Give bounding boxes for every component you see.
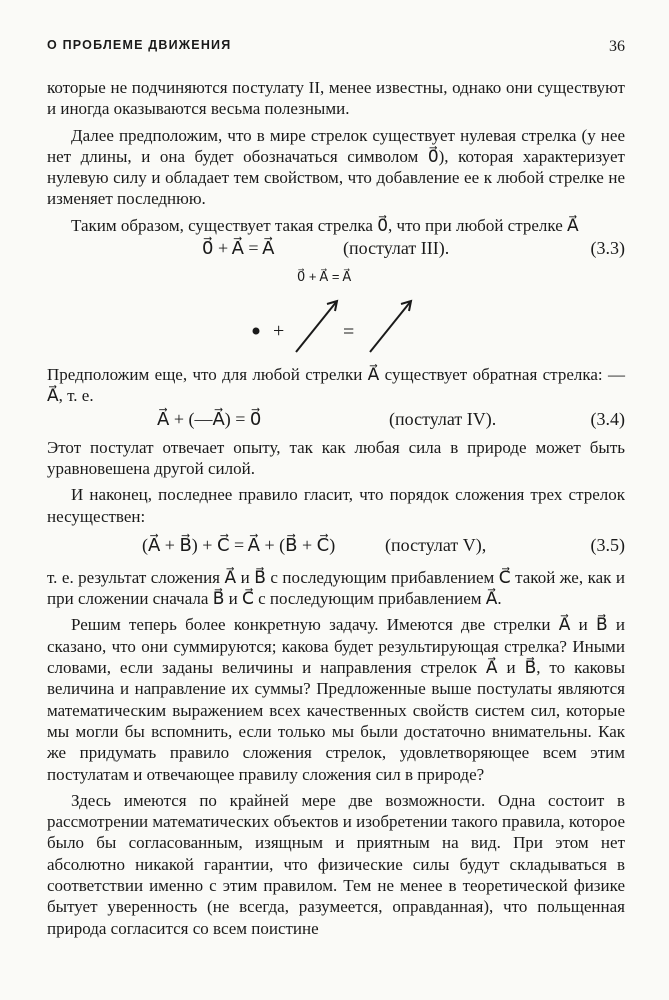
page-number: 36 <box>609 38 625 55</box>
paragraph-5: Этот постулат отвечает опыту, так как любая сила в природе может быть уравновешена другой силой. <box>47 437 625 478</box>
zero-arrow-dot <box>253 328 260 335</box>
paragraph-9: Здесь имеются по крайней мере две возможности. Одна состоит в рассмотрении математических объектов и изобретении такого правила, которое было бы согласованным, изящным и приятным на вид. При этом нет абсолютно никакой гарантии, что физические силы будут складываться в соответствии именно с этим правилом. Тем не менее в теоретической физике бытует уверенность (не всегда, разумеется, оправданная), что польщенная природа согласится со всем поистине <box>47 790 625 938</box>
figure-drawing <box>47 266 625 364</box>
body-text <box>47 77 625 939</box>
zero-arrow-figure <box>47 266 625 364</box>
paragraph-6: И наконец, последнее правило гласит, что порядок сложения трех стрелок несуществен: <box>47 485 625 526</box>
equation-3-3-number: (3.3) <box>590 238 625 259</box>
equation-3-3 <box>47 238 625 264</box>
running-title: О ПРОБЛЕМЕ ДВИЖЕНИЯ <box>47 38 232 52</box>
equation-3-5 <box>47 535 625 561</box>
paragraph-2: Далее предположим, что в мире стрелок существует нулевая стрелка (у нее нет длины, и она будет обозначаться символом 0⃗), которая характеризует нулевую силу и обладает тем свойством, что добавление ее к любой стрелке не изменяет последнюю. <box>47 125 625 209</box>
equation-3-4-number: (3.4) <box>590 408 625 429</box>
figure-arrow-result-shaft <box>370 301 411 352</box>
paragraph-8: Решим теперь более конкретную задачу. Имеются две стрелки A⃗ и B⃗ и сказано, что они суммируются; какова будет результирующая стрелка? Иными словами, если заданы величины и направления стрелок A⃗ и B⃗, то каковы величина и направление их суммы? Предложенные выше постулаты являются математическим выражением всех качественных свойств систем сил, которые мы могли бы вспомнить, если только мы были достаточно внимательны. Как же придумать правило сложения стрелок, удовлетворяющее всем этим постулатам и отвечающее правилу сложения сил в природе? <box>47 615 625 784</box>
equation-3-3-expression: 0⃗ + A⃗ = A⃗ <box>202 238 275 259</box>
figure-caption: 0⃗ + A⃗ = A⃗ <box>297 269 352 285</box>
figure-plus: + <box>273 320 285 343</box>
paragraph-1: которые не подчиняются постулату II, менее известны, однако они существуют и иногда оказываются весьма полезными. <box>47 78 625 119</box>
equation-3-3-postulate: (постулат III). <box>343 238 450 259</box>
paragraph-7: т. е. результат сложения A⃗ и B⃗ с последующим прибавлением C⃗ такой же, как и при сложении сначала B⃗ и C⃗ с последующим прибавлением A⃗. <box>47 567 625 609</box>
equation-3-5-number: (3.5) <box>590 534 625 555</box>
equation-3-5-expression: (A⃗ + B⃗) + C⃗ = A⃗ + (B⃗ + C⃗) <box>142 534 336 555</box>
equation-3-4-expression: A⃗ + (—A⃗) = 0⃗ <box>157 408 262 429</box>
paragraph-4: Предположим еще, что для любой стрелки A⃗ существует обратная стрелка: —A⃗, т. е. <box>47 365 625 406</box>
equation-3-5-postulate: (постулат V), <box>385 534 487 555</box>
figure-equals: = <box>343 321 355 344</box>
equation-3-4 <box>47 409 625 435</box>
figure-arrow-a-shaft <box>296 301 337 352</box>
equation-3-4-postulate: (постулат IV). <box>389 408 497 429</box>
page-header <box>47 38 625 58</box>
paragraph-3: Таким образом, существует такая стрелка 0⃗, что при любой стрелке A⃗ <box>71 215 579 235</box>
